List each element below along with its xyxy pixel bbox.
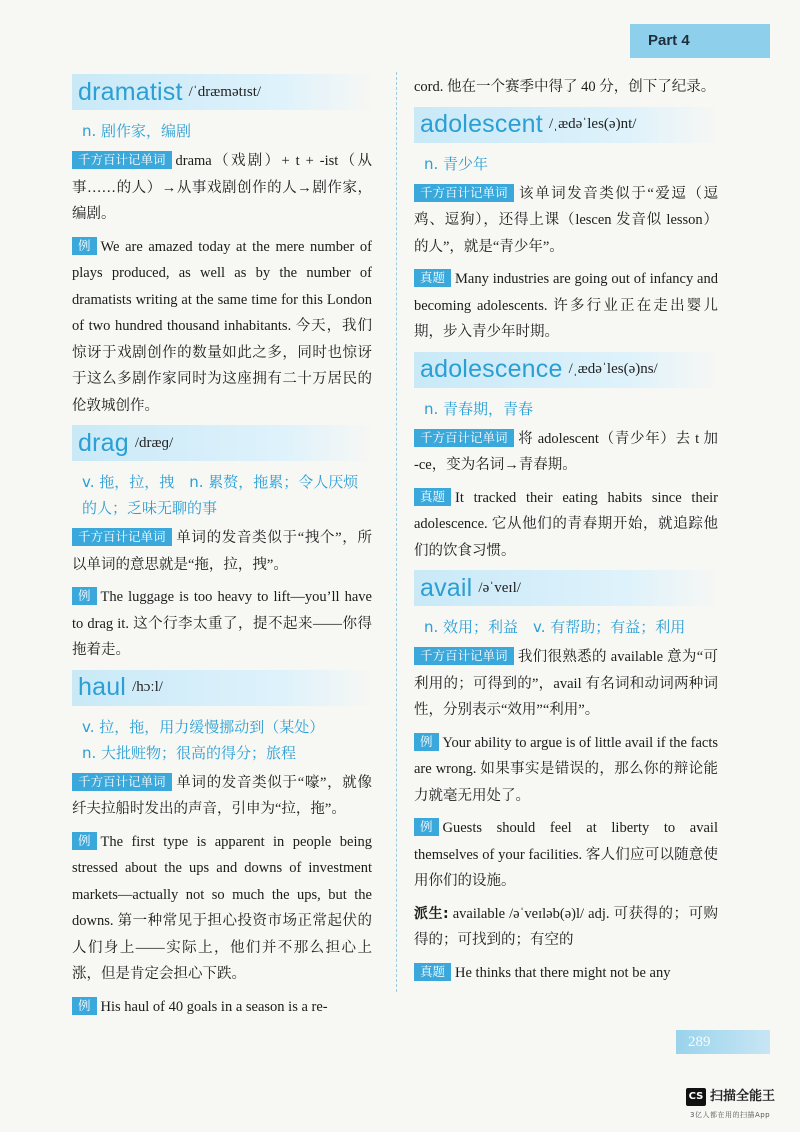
exam-badge: 真题	[414, 269, 451, 287]
example-badge: 例	[414, 733, 439, 751]
sentence-text: The first type is apparent in people being stressed about the ups and downs of investment markets—actually not so much the ups, but the downs. 第一种常见于担心投资市场正常起伏的人们身上——实际上，他们并不那么担心上涨，但是肯定会担心下跌。	[72, 833, 372, 982]
entry-header	[72, 670, 372, 706]
scanner-logo-icon: CS	[686, 1088, 706, 1106]
left-column	[72, 74, 372, 1026]
memory-badge: 千方百计记单词	[414, 647, 514, 665]
memory-text: 单词的发音类似于“嚎”，就像纤夫拉船时发出的声音，引申为“拉，拖”。	[72, 774, 372, 817]
entry-header	[72, 74, 372, 110]
word-entry	[72, 74, 372, 419]
memory-badge: 千方百计记单词	[414, 184, 514, 202]
part-of-speech-definition: v. 拖，拉，拽 n. 累赘，拖累；令人厌烦的人；乏味无聊的事	[82, 473, 359, 517]
example-badge: 例	[72, 832, 97, 850]
scanner-name: 扫描全能王	[710, 1089, 776, 1104]
part-of-speech-definition: n. 青春期，青春	[424, 399, 534, 418]
sentence-text: The luggage is too heavy to lift—you’ll have to drag it. 这个行李太重了，提不起来——你得拖着走。	[72, 589, 372, 658]
word-entry	[72, 670, 372, 1021]
memory-text: 单词的发音类似于“拽个”，所以单词的意思就是“拖，拉，拽”。	[72, 530, 372, 573]
memory-badge: 千方百计记单词	[72, 151, 172, 169]
example-badge: 例	[72, 237, 97, 255]
example-badge: 例	[72, 587, 97, 605]
headword: adolescent	[420, 110, 543, 138]
sentence-text: His haul of 40 goals in a season is a re-	[100, 998, 328, 1015]
word-entry	[414, 107, 718, 346]
sentence-text: Guests should feel at liberty to avail themselves of your facilities. 客人们应可以随意使用你们的设施。	[414, 820, 718, 889]
headword: drag	[78, 428, 129, 457]
memory-tip	[414, 426, 718, 479]
example-sentence	[72, 994, 372, 1021]
derived-text: available /əˈveɪləb(ə)l/ adj. 可获得的；可购得的；可找到的；有空的	[414, 905, 719, 948]
entry-header	[72, 425, 372, 461]
memory-text: 我们很熟悉的 available 意为“可利用的；可得到的”，avail 有名词和动词两种词性，分别表示“效用”“利用”。	[414, 649, 718, 718]
entry-header	[414, 107, 718, 143]
memory-tip	[414, 644, 718, 724]
exam-badge: 真题	[414, 488, 451, 506]
part-of-speech-definition: n. 大批赃物；很高的得分；旅程	[82, 743, 297, 762]
part-of-speech-definition: n. 效用；利益 v. 有帮助；有益；利用	[424, 618, 686, 636]
word-entry	[72, 425, 372, 664]
exam-sentence	[414, 960, 718, 987]
memory-tip	[72, 525, 372, 578]
part-of-speech-definition: n. 剧作家，编剧	[82, 122, 192, 140]
memory-badge: 千方百计记单词	[414, 429, 514, 447]
exam-sentence	[414, 485, 718, 565]
headword: avail	[420, 573, 473, 602]
example-sentence	[72, 829, 372, 988]
example-sentence	[414, 730, 718, 810]
headword: adolescence	[420, 355, 563, 383]
sentence-text: We are amazed today at the mere number of plays produced, as well as by the number of dramatists writing at the same time for this London of two hundred thousand inhabitants. 今天，我们惊讶于戏剧创作的数量如此之多，同时也惊讶于这么多剧作家同时为这座拥有二十万居民的伦敦城创作。	[72, 238, 372, 414]
page-number: 289	[676, 1030, 770, 1054]
memory-text: 该单词发音类似于“爱逗（逗鸡、逗狗），还得上课（lescen 发音似 lesson）的人”，就是“青少年”。	[414, 185, 718, 255]
scanner-slogan: 3亿人都在用的扫描App	[690, 1111, 771, 1119]
entry-header	[414, 352, 718, 388]
phonetic: /dræɡ/	[134, 434, 174, 451]
exam-sentence	[414, 266, 718, 346]
part-of-speech-definition: v. 拉，拖，用力缓慢挪动到（某处）	[82, 717, 325, 736]
memory-badge: 千方百计记单词	[72, 773, 172, 791]
sentence-text: It tracked their eating habits since their adolescence. 它从他们的青春期开始，就追踪他们的饮食习惯。	[414, 489, 718, 559]
memory-badge: 千方百计记单词	[72, 528, 172, 546]
example-badge: 例	[72, 997, 97, 1015]
continuation-text: cord. 他在一个赛季中得了 40 分，创下了纪录。	[414, 79, 716, 95]
phonetic: /ˌædəˈles(ə)nt/	[548, 116, 637, 132]
example-sentence	[72, 234, 372, 420]
memory-text: drama（戏剧）+ t + -ist（从事……的人）→从事戏剧创作的人→剧作家，编剧。	[72, 153, 372, 222]
memory-tip	[72, 770, 372, 823]
part-label: Part 4	[630, 24, 770, 58]
headword: dramatist	[78, 77, 183, 106]
example-sentence	[72, 584, 372, 664]
right-column	[414, 74, 718, 992]
sentence-text: Your ability to argue is of little avail if the facts are wrong. 如果事实是错误的，那么你的辩论能力就毫无用处了。	[414, 734, 718, 804]
column-divider	[396, 72, 397, 992]
example-sentence	[414, 815, 718, 895]
memory-text: 将 adolescent（青少年）去 t 加 -ce，变为名词→青春期。	[414, 430, 718, 473]
memory-tip	[414, 181, 718, 261]
scanner-watermark	[686, 1088, 790, 1124]
entry-header	[414, 570, 718, 606]
part-of-speech-definition: n. 青少年	[424, 154, 489, 173]
memory-tip	[72, 148, 372, 228]
word-entry	[414, 352, 718, 565]
phonetic: /əˈveɪl/	[478, 579, 521, 596]
phonetic: /hɔːl/	[132, 679, 163, 695]
word-entry	[414, 570, 718, 986]
derived-word	[414, 901, 718, 954]
derived-label: 派生:	[414, 905, 449, 922]
sentence-text: He thinks that there might not be any	[455, 964, 671, 981]
phonetic: /ˈdræmətɪst/	[188, 83, 262, 100]
sentence-text: Many industries are going out of infancy and becoming adolescents. 许多行业正在走出婴儿期，步入青少年时期。	[414, 271, 718, 340]
example-badge: 例	[414, 818, 439, 836]
phonetic: /ˌædəˈles(ə)ns/	[568, 361, 658, 377]
headword: haul	[78, 673, 127, 701]
exam-badge: 真题	[414, 963, 451, 981]
